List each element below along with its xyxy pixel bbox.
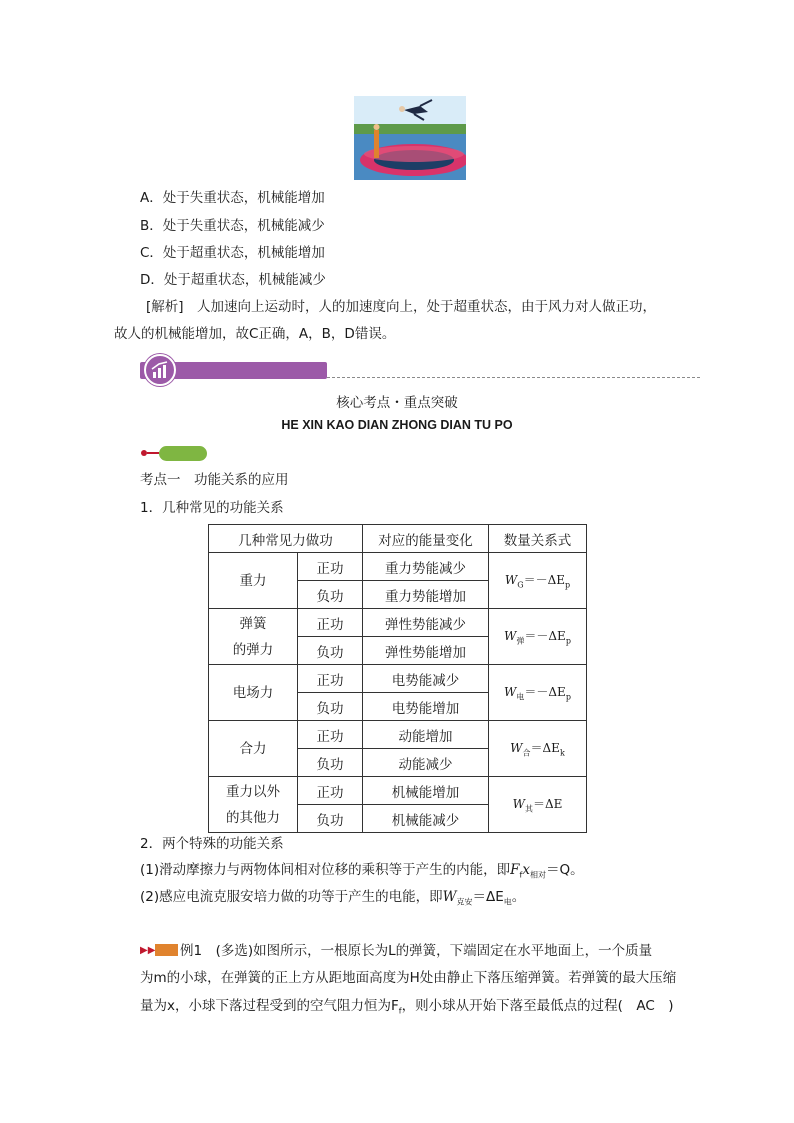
change-negative: 动能减少 [363,749,489,777]
force-cell: 重力以外 的其他力 [209,777,298,833]
work-positive: 正功 [298,721,363,749]
answer-text: AC [636,998,655,1014]
table-row [209,609,587,637]
skydiving-photo [354,96,466,180]
work-negative: 负功 [298,693,363,721]
section-divider [327,377,700,378]
topic-tag [159,446,207,461]
section-title: 核心考点・重点突破 [336,395,458,411]
work-positive: 正功 [298,609,363,637]
table-row [209,665,587,693]
subtitle-1: 1．几种常见的功能关系 [140,500,284,516]
change-negative: 重力势能增加 [363,581,489,609]
formula-cell: $W_合=\Delta E_k$ [489,721,587,777]
change-negative: 机械能减少 [363,805,489,833]
option-d: D．处于超重状态，机械能减少 [140,272,326,288]
example-tag [155,944,178,956]
force-cell: 弹簧 的弹力 [209,609,298,665]
table-row [209,777,587,805]
formula-cell: $W_G=-\Delta E_p$ [489,553,587,609]
subtitle-2: 2．两个特殊的功能关系 [140,836,284,852]
change-positive: 机械能增加 [363,777,489,805]
work-negative: 负功 [298,581,363,609]
force-cell: 重力 [209,553,298,609]
work-negative: 负功 [298,637,363,665]
change-positive: 弹性势能减少 [363,609,489,637]
table-header-row [209,525,587,553]
topic-heading: 考点一 功能关系的应用 [140,472,289,488]
work-positive: 正功 [298,553,363,581]
work-positive: 正功 [298,777,363,805]
header-formula: 数量关系式 [489,525,587,553]
marker-line [147,452,159,454]
option-c: C．处于超重状态，机械能增加 [140,245,325,261]
change-positive: 动能增加 [363,721,489,749]
section-title-pinyin: HE XIN KAO DIAN ZHONG DIAN TU PO [281,418,513,432]
special-relation-1: (1)滑动摩擦力与两物体间相对位移的乘积等于产生的内能，即$F_fx_{相对}=Q$。 [140,862,584,880]
option-a: A．处于失重状态，机械能增加 [140,190,325,206]
table-row [209,721,587,749]
analysis-line-2: 故人的机械能增加，故C正确，A，B，D错误。 [114,326,396,342]
change-negative: 电势能增加 [363,693,489,721]
change-negative: 弹性势能增加 [363,637,489,665]
example-line-1: 例1 (多选)如图所示，一根原长为L的弹簧，下端固定在水平地面上，一个质量 [180,943,653,959]
chart-icon [144,354,176,386]
formula-cell: $W_其=\Delta E$ [489,777,587,833]
force-cell: 电场力 [209,665,298,721]
formula-cell: $W_弹=-\Delta E_p$ [489,609,587,665]
energy-table [208,524,587,833]
double-arrow-icon: ▶▶ [140,945,156,956]
work-negative: 负功 [298,749,363,777]
option-b: B．处于失重状态，机械能减少 [140,218,325,234]
example-line-2: 为m的小球，在弹簧的正上方从距地面高度为H处由静止下落压缩弹簧。若弹簧的最大压缩 [140,970,677,986]
example-line-3: 量为x，小球下落过程受到的空气阻力恒为$F_f$，则小球从开始下落至最低点的过程( AC ) [140,998,674,1016]
change-positive: 电势能减少 [363,665,489,693]
special-relation-2: (2)感应电流克服安培力做的功等于产生的电能，即$W_{克安}=\Delta E_电$。 [140,889,526,907]
change-positive: 重力势能减少 [363,553,489,581]
analysis-line-1: [解析] 人加速向上运动时，人的加速度向上，处于超重状态，由于风力对人做正功， [146,299,657,315]
work-positive: 正功 [298,665,363,693]
header-change: 对应的能量变化 [363,525,489,553]
header-force: 几种常见力做功 [209,525,363,553]
formula-cell: $W_电=-\Delta E_p$ [489,665,587,721]
force-cell: 合力 [209,721,298,777]
table-row [209,553,587,581]
work-negative: 负功 [298,805,363,833]
